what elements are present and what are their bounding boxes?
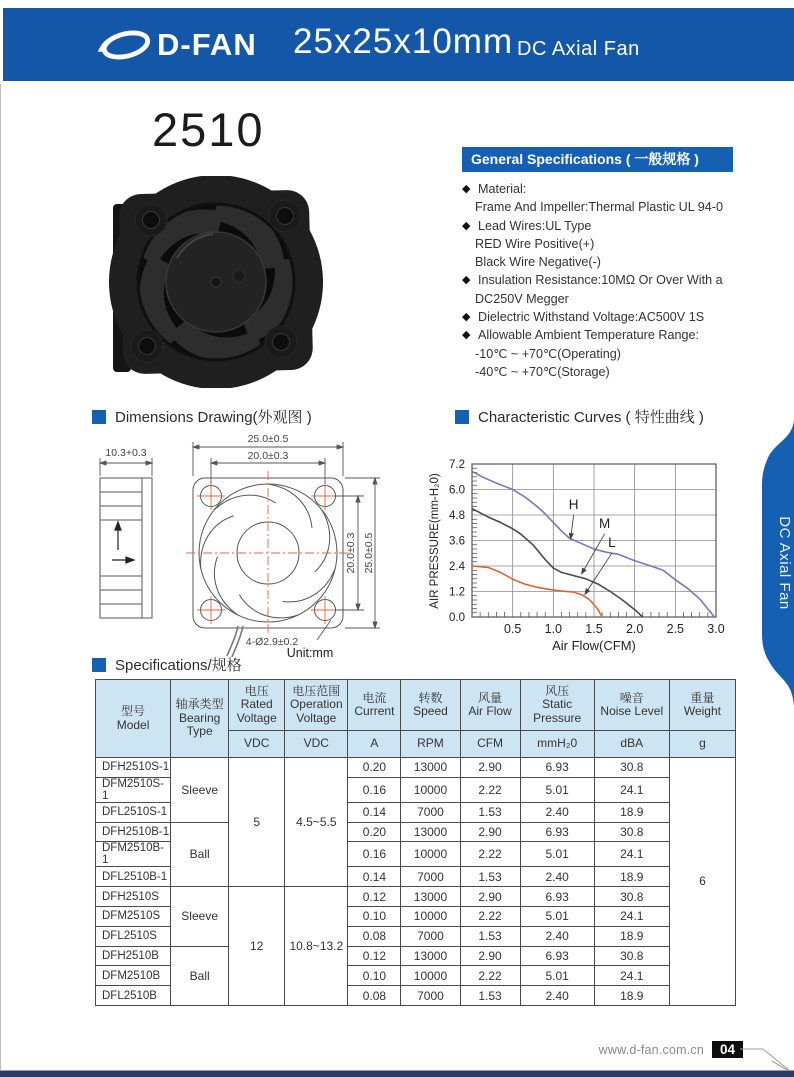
cell-current: 0.16 [348,842,401,867]
chart-x-axis-label: Air Flow(CFM) [552,638,636,653]
y-tick-label: 7.2 [449,459,465,471]
cell-airflow: 1.53 [460,926,520,946]
dim-label-outer-height: 25.0±0.5 [363,532,375,574]
dim-label-holes: 4-Ø2.9±0.2 [245,636,299,648]
spec-item [462,235,747,253]
column-header: 重量 Weight [669,680,735,731]
chart-y-axis-label: AIR PRESSURE(mm-H₂0) [429,473,441,609]
cell-model: DFH2510B [96,946,171,966]
dim-label-hole-pitch-v: 20.0±0.3 [345,532,357,574]
dim-label-unit: Unit:mm [286,646,334,658]
cell-model: DFL2510B-1 [96,867,171,887]
cell-airflow: 1.53 [460,802,520,822]
cell-pressure: 6.93 [520,758,594,778]
table-header-row [96,680,736,731]
cell-speed: 7000 [401,986,460,1006]
cell-airflow: 2.22 [460,966,520,986]
unit-header: A [348,731,401,758]
cell-pressure: 6.93 [520,946,594,966]
x-tick-label: 2.5 [666,622,685,636]
spec-item [462,217,747,235]
table-row [96,758,736,778]
table-row [96,946,736,966]
cell-noise: 30.8 [594,822,669,842]
diamond-bullet-icon: ◆ [462,329,471,342]
cell-current: 0.12 [348,946,401,966]
x-tick-label: 1.0 [544,622,563,636]
y-tick-label: 6.0 [449,484,465,497]
cell-bearing: Sleeve [171,758,229,823]
cell-noise: 18.9 [594,867,669,887]
dimensions-drawing [88,430,450,658]
column-header: 噪音 Noise Level [594,680,669,731]
spec-item [462,271,747,289]
annotation-leader [588,553,612,589]
spec-item [462,345,747,363]
cell-speed: 7000 [401,802,460,822]
cell-bearing: Sleeve [171,887,229,946]
cell-airflow: 2.90 [460,887,520,907]
unit-header: dBA [594,731,669,758]
y-tick-label: 2.4 [449,561,465,573]
spec-item [462,180,747,198]
cell-airflow: 1.53 [460,867,520,887]
brand-name: D-FAN [157,27,257,62]
curve-H [472,471,714,617]
unit-header: mmH₂0 [520,731,594,758]
blue-square-icon [92,658,106,672]
spec-item [462,363,747,381]
product-type-subtitle: DC Axial Fan [517,38,640,60]
side-tab-dc-axial-fan [752,418,794,708]
cell-noise: 18.9 [594,986,669,1006]
cell-current: 0.20 [348,758,401,778]
cell-pressure: 5.01 [520,777,594,802]
table-row [96,822,736,842]
spec-item [462,290,747,308]
cell-operation-voltage: 10.8~13.2 [285,887,348,1006]
cell-model: DFH2510S-1 [96,758,171,778]
spec-item-text: Lead Wires:UL Type [478,218,592,233]
cell-noise: 30.8 [594,758,669,778]
column-header: 风压 Static Pressure [520,680,594,731]
section-title-dimensions [92,406,312,427]
spec-item-text: Frame And Impeller:Thermal Plastic UL 94-0 [475,200,724,215]
column-header: 转数 Speed [401,680,460,731]
cell-pressure: 2.40 [520,986,594,1006]
section-label: Dimensions Drawing(外观图 ) [115,409,312,426]
cell-noise: 24.1 [594,842,669,867]
cell-current: 0.14 [348,867,401,887]
diamond-bullet-icon: ◆ [462,274,471,287]
spec-item [462,198,747,216]
y-tick-label: 4.8 [449,510,465,522]
cell-pressure: 2.40 [520,802,594,822]
section-title-curves [455,406,704,427]
header-banner [3,8,794,81]
cell-rated-voltage: 5 [229,758,285,887]
cell-speed: 10000 [401,842,460,867]
x-tick-label: 1.5 [585,622,603,636]
cell-model: DFL2510S-1 [96,802,171,822]
cell-speed: 10000 [401,966,460,986]
cell-noise: 18.9 [594,926,669,946]
spec-item-text: Insulation Resistance:10MΩ Or Over With a [478,273,723,288]
table-row [96,887,736,907]
cell-airflow: 2.22 [460,777,520,802]
footer-bottom-bar [0,1070,794,1077]
column-header: 轴承类型 Bearing Type [171,680,229,758]
dim-label-outer-width: 25.0±0.5 [247,433,289,445]
cell-airflow: 1.53 [460,986,520,1006]
cell-bearing: Ball [171,822,229,887]
cell-current: 0.08 [348,986,401,1006]
footer-website-url: www.d-fan.com.cn [598,1043,704,1057]
cell-airflow: 2.90 [460,822,520,842]
cell-airflow: 2.22 [460,906,520,926]
cell-model: DFL2510S [96,926,171,946]
cell-rated-voltage: 12 [229,887,285,1006]
column-header: 电流 Current [348,680,401,731]
cell-model: DFH2510S [96,887,171,907]
cell-speed: 10000 [401,906,460,926]
x-tick-label: 3.0 [707,622,725,636]
logo-swoosh-icon [95,25,153,65]
diamond-bullet-icon: ◆ [462,183,471,195]
column-header: 风量 Air Flow [460,680,520,731]
spec-item-text: DC250V Megger [475,291,569,306]
cell-speed: 7000 [401,926,460,946]
cell-speed: 13000 [401,946,460,966]
blue-square-icon [455,410,469,424]
section-label: Specifications/规格 [115,657,242,674]
unit-header: CFM [460,731,520,758]
cell-current: 0.14 [348,802,401,822]
dim-label-hole-pitch-h: 20.0±0.3 [247,450,289,462]
cell-noise: 30.8 [594,946,669,966]
dim-label-side-width: 10.3+0.3 [105,447,147,459]
x-tick-label: 0.5 [503,622,522,636]
page-edge-line [0,84,1,1077]
y-tick-label: 3.6 [449,535,465,548]
diamond-bullet-icon: ◆ [462,311,471,324]
unit-header: g [669,731,735,758]
cell-noise: 18.9 [594,802,669,822]
brand-logo [95,25,257,65]
specifications-table [95,679,736,1006]
cell-model: DFM2510B [96,966,171,986]
cell-model: DFM2510B-1 [96,842,171,867]
cell-model: DFM2510S [96,906,171,926]
cell-noise: 24.1 [594,777,669,802]
cell-speed: 13000 [401,822,460,842]
cell-noise: 30.8 [594,887,669,907]
column-header: 电压 Rated Voltage [229,680,285,731]
curve-M [472,509,643,617]
unit-header: RPM [401,731,460,758]
x-tick-label: 2.0 [625,622,644,636]
curve-label-L: L [608,535,616,551]
cell-weight: 6 [669,758,735,1006]
chart-plot-area [449,459,725,636]
cell-pressure: 5.01 [520,966,594,986]
diamond-bullet-icon: ◆ [462,219,471,232]
cell-airflow: 2.90 [460,758,520,778]
blue-square-icon [92,410,106,424]
annotation-arrowhead [581,568,587,575]
cell-airflow: 2.22 [460,842,520,867]
cell-speed: 7000 [401,867,460,887]
section-label: Characteristic Curves ( 特性曲线 ) [478,409,704,426]
cell-speed: 13000 [401,758,460,778]
general-specifications-title: General Specifications ( 一般规格 ) [462,147,733,172]
cell-pressure: 5.01 [520,842,594,867]
product-photo [105,176,340,388]
cell-current: 0.08 [348,926,401,946]
spec-item-text: Material: [478,182,527,196]
annotation-leader [571,515,573,533]
product-size-title: 25x25x10mm [293,22,514,61]
model-number-title: 2510 [152,103,265,156]
cell-airflow: 2.90 [460,946,520,966]
cell-noise: 24.1 [594,966,669,986]
spec-item [462,253,747,271]
cell-pressure: 2.40 [520,867,594,887]
cell-operation-voltage: 4.5~5.5 [285,758,348,887]
cell-pressure: 2.40 [520,926,594,946]
cell-pressure: 6.93 [520,887,594,907]
cell-current: 0.20 [348,822,401,842]
unit-header: VDC [285,731,348,758]
spec-item-text: -10℃ ~ +70℃(Operating) [475,346,621,361]
cell-speed: 13000 [401,887,460,907]
cell-current: 0.16 [348,777,401,802]
spec-item-text: Allowable Ambient Temperature Range: [478,328,699,343]
unit-header: VDC [229,731,285,758]
cell-noise: 24.1 [594,906,669,926]
spec-item-text: Dielectric Withstand Voltage:AC500V 1S [478,310,705,325]
characteristic-curves-chart [424,436,742,666]
y-tick-label: 0.0 [449,612,465,624]
cell-model: DFL2510B [96,986,171,1006]
spec-item [462,308,747,326]
general-specifications-panel [462,180,747,381]
cell-speed: 10000 [401,777,460,802]
spec-item-text: Black Wire Negative(-) [475,255,601,270]
column-header: 电压范围 Operation Voltage [285,680,348,731]
spec-item [462,326,747,344]
cell-current: 0.10 [348,966,401,986]
cell-model: DFM2510S-1 [96,777,171,802]
cell-current: 0.10 [348,906,401,926]
footer-page-number: 04 [712,1041,743,1058]
curve-label-M: M [598,515,611,531]
y-tick-label: 1.2 [449,586,465,599]
cell-current: 0.12 [348,887,401,907]
spec-item-text: RED Wire Positive(+) [475,236,595,251]
spec-item-text: -40℃ ~ +70℃(Storage) [475,364,610,379]
side-tab-label: DC Axial Fan [776,516,793,610]
curve-label-H: H [568,496,579,512]
cell-pressure: 5.01 [520,906,594,926]
cell-model: DFH2510B-1 [96,822,171,842]
column-header: 型号 Model [96,680,171,758]
cell-pressure: 6.93 [520,822,594,842]
cell-bearing: Ball [171,946,229,1005]
